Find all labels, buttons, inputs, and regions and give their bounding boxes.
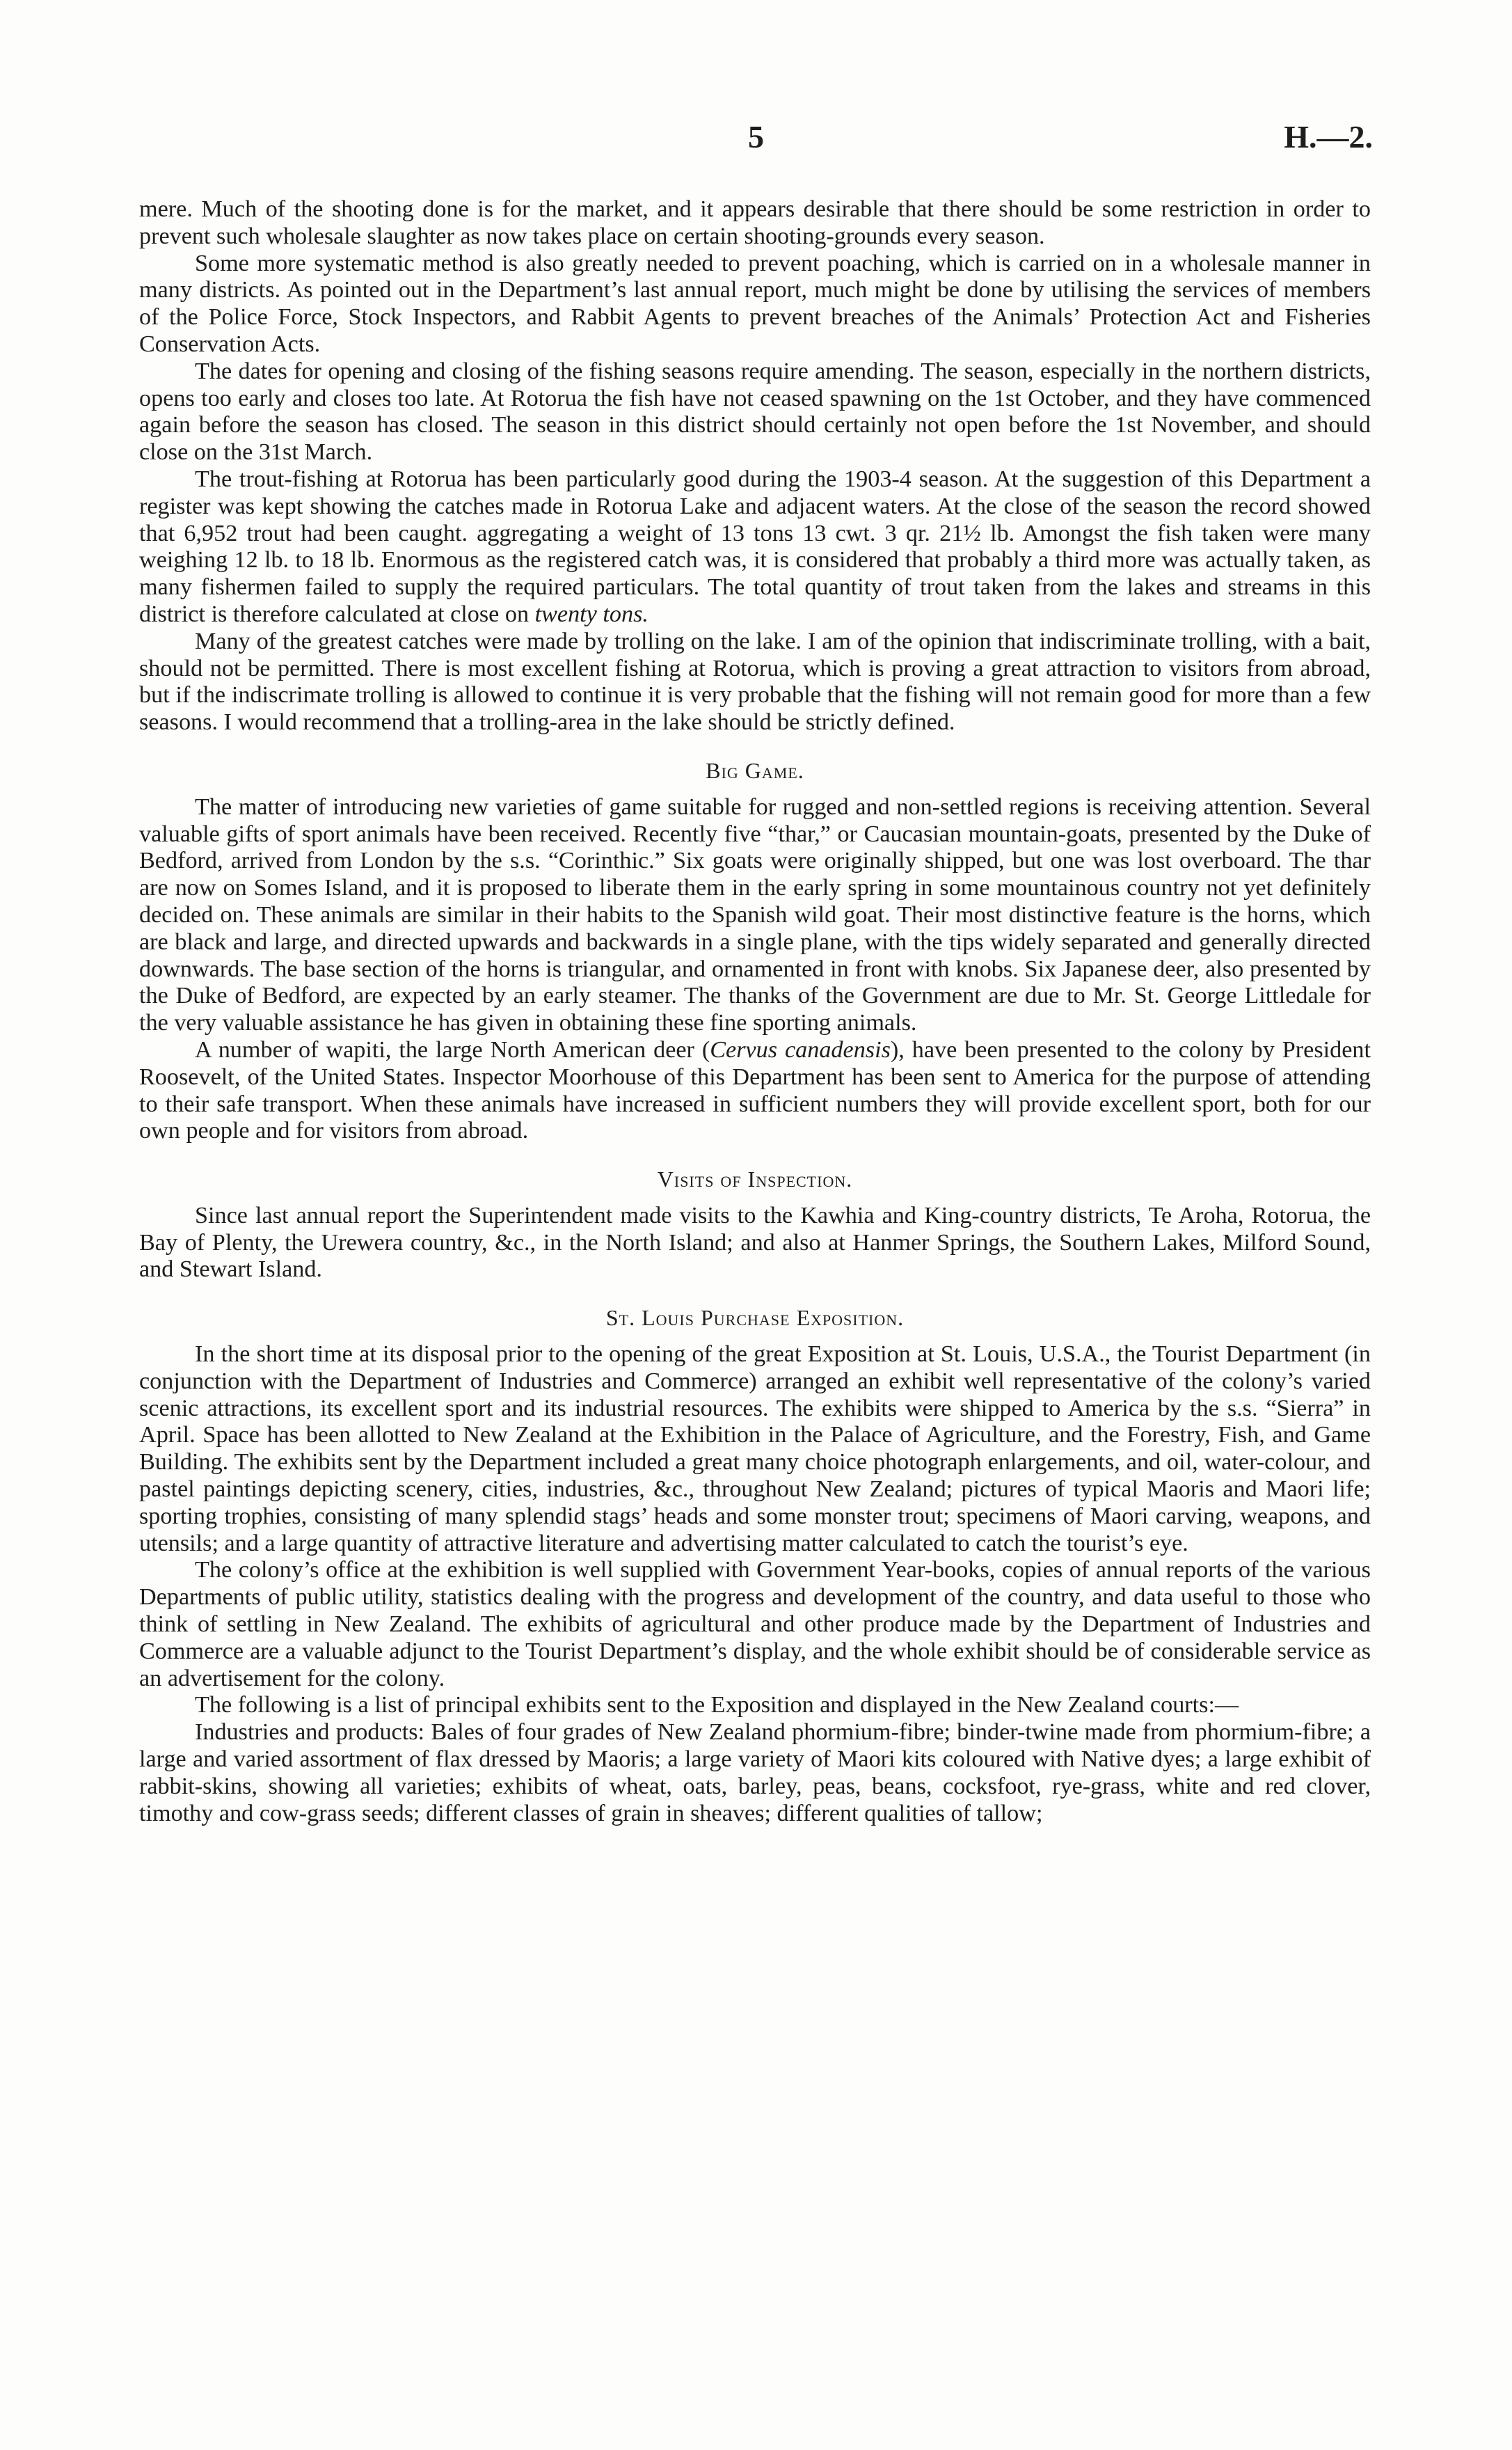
paragraph-exposition: In the short time at its disposal prior to the opening of the great Exposition at St. Louis, U.S.A., the Tourist Department (in conjunction with the Department of Industries and Commerce) arranged an exhibit well representative of the colony’s varied scenic attractions, its excellent sport and its industrial resources. The exhibits were shipped to America by the s.s. “Sierra” in April. Space has been allotted to New Zealand at the Exhibition in the Palace of Agriculture, and the Forestry, Fish, and Game Building. The exhibits sent by the Department included a great many choice photograph enlargements, and oil, water-colour, and pastel paintings depicting scenery, cities, industries, &c., throughout New Zealand; pictures of typical Maoris and Maori life; sporting trophies, consisting of many splendid stags’ heads and some monster trout; specimens of Maori carving, weapons, and utensils; and a large quantity of attractive literature and advertising matter calculated to catch the tourist’s eye. bbox=[139, 1341, 1371, 1556]
trout-emphasis: twenty tons. bbox=[534, 601, 648, 627]
heading-st-louis-exposition: St. Louis Purchase Exposition. bbox=[605, 1305, 905, 1331]
trout-text: The trout-fishing at Rotorua has been particularly good during the 1903-4 season. At the suggestion of this Department a register was kept showing the catches made in Rotorua Lake and adjacent waters. At the close of the season the record showed that 6,952 trout had been caught. aggregating a weight of 13 tons 13 cwt. 3 qr. 21½ lb. Amongst the fish taken were many weighing 12 lb. to 18 lb. Enormous as the registered catch was, it is considered that probably a third more was actually taken, as many fishermen failed to supply the required particulars. The total quantity of trout taken from the lakes and streams in this district is therefore calculated at close on bbox=[139, 466, 1371, 627]
document-body bbox=[139, 196, 1371, 1827]
paragraph-visits: Since last annual report the Superintendent made visits to the Kawhia and King-country districts, Te Aroha, Rotorua, the Bay of Plenty, the Urewera country, &c., in the North Island; and also at Hanmer Springs, the Southern Lakes, Milford Sound, and Stewart Island. bbox=[139, 1202, 1371, 1283]
paragraph-poaching: Some more systematic method is also greatly needed to prevent poaching, which is carried on in a wholesale manner in many districts. As pointed out in the Department’s last annual report, much might be done by utilising the services of members of the Police Force, Stock Inspectors, and Rabbit Agents to prevent breaches of the Animals’ Protection Act and Fisheries Conservation Acts. bbox=[139, 250, 1371, 357]
paragraph-colony-office: The colony’s office at the exhibition is well supplied with Government Year-books, copies of annual reports of the various Departments of public utility, statistics dealing with the progress and development of the country, and data useful to those who think of settling in New Zealand. The exhibits of agricultural and other produce made by the Department of Industries and Commerce are a valuable adjunct to the Tourist Department’s display, and the whole exhibit should be of considerable service as an advertisement for the colony. bbox=[139, 1557, 1371, 1691]
paragraph-shooting: mere. Much of the shooting done is for the market, and it appears desirable that there should be some restriction in order to prevent such wholesale slaughter as now takes place on certain shooting-grounds every season. bbox=[139, 196, 1371, 249]
paragraph-fishing-seasons: The dates for opening and closing of the fishing seasons require amending. The season, especially in the northern districts, opens too early and closes too late. At Rotorua the fish have not ceased spawning on the 1st October, and they have commenced again before the season has closed. The season in this district should certainly not open before the 1st November, and should close on the 31st March. bbox=[139, 358, 1371, 466]
paragraph-trolling: Many of the greatest catches were made by trolling on the lake. I am of the opinion that indiscriminate trolling, with a bait, should not be permitted. There is most excellent fishing at Rotorua, which is proving a great attraction to visitors from abroad, but if the indiscrimate trolling is allowed to continue it is very probable that the fishing will not remain good for more than a few seasons. I would recommend that a trolling-area in the lake should be strictly defined. bbox=[139, 628, 1371, 736]
heading-big-game: Big Game. bbox=[706, 757, 804, 783]
wapiti-text-b: ), have been presented to the colony by President Roosevelt, of the United States. Inspector Moorhouse of this Department has been sent to America for the purpose of attending to their safe transport. When these animals have increased in sufficient numbers they will provide excellent sport, both for our own people and for visitors from abroad. bbox=[139, 1036, 1371, 1144]
wapiti-species: Cervus canadensis bbox=[710, 1036, 891, 1063]
paragraph-industries-products: Industries and products: Bales of four grades of New Zealand phormium-fibre; binder-twine made from phormium-fibre; a large and varied assortment of flax dressed by Maoris; a large variety of Maori kits coloured with Native dyes; a large exhibit of rabbit-skins, showing all varieties; exhibits of wheat, oats, barley, peas, beans, cocksfoot, rye-grass, white and red clover, timothy and cow-grass seeds; different classes of grain in sheaves; different qualities of tallow; bbox=[139, 1719, 1371, 1826]
page-number: 5 bbox=[748, 119, 764, 155]
paragraph-new-game: The matter of introducing new varieties of game suitable for rugged and non-settled regions is receiving attention. Several valuable gifts of sport animals have been received. Recently five “thar,” or Caucasian mountain-goats, presented by the Duke of Bedford, arrived from London by the s.s. “Corinthic.” Six goats were originally shipped, but one was lost overboard. The thar are now on Somes Island, and it is proposed to liberate them in the early spring in some mountainous country not yet definitely decided on. These animals are similar in their habits to the Spanish wild goat. Their most distinctive feature is the horns, which are black and large, and directed upwards and backwards in a single plane, with the tips widely separated and generally directed downwards. The base section of the horns is triangular, and ornamented in front with knobs. Six Japanese deer, also presented by the Duke of Bedford, are expected by an early steamer. The thanks of the Government are due to Mr. St. George Littledale for the very valuable assistance he has given in obtaining these fine sporting animals. bbox=[139, 793, 1371, 1036]
page-header bbox=[139, 118, 1373, 167]
heading-visits-of-inspection: Visits of Inspection. bbox=[657, 1167, 853, 1192]
wapiti-text-a: A number of wapiti, the large North American deer ( bbox=[195, 1036, 710, 1063]
document-reference: H.—2. bbox=[1284, 119, 1373, 155]
paragraph-exhibits-intro: The following is a list of principal exhibits sent to the Exposition and displayed in the New Zealand courts:— bbox=[195, 1692, 1239, 1718]
paragraph-trout-fishing bbox=[139, 466, 1371, 629]
paragraph-wapiti bbox=[139, 1037, 1371, 1145]
